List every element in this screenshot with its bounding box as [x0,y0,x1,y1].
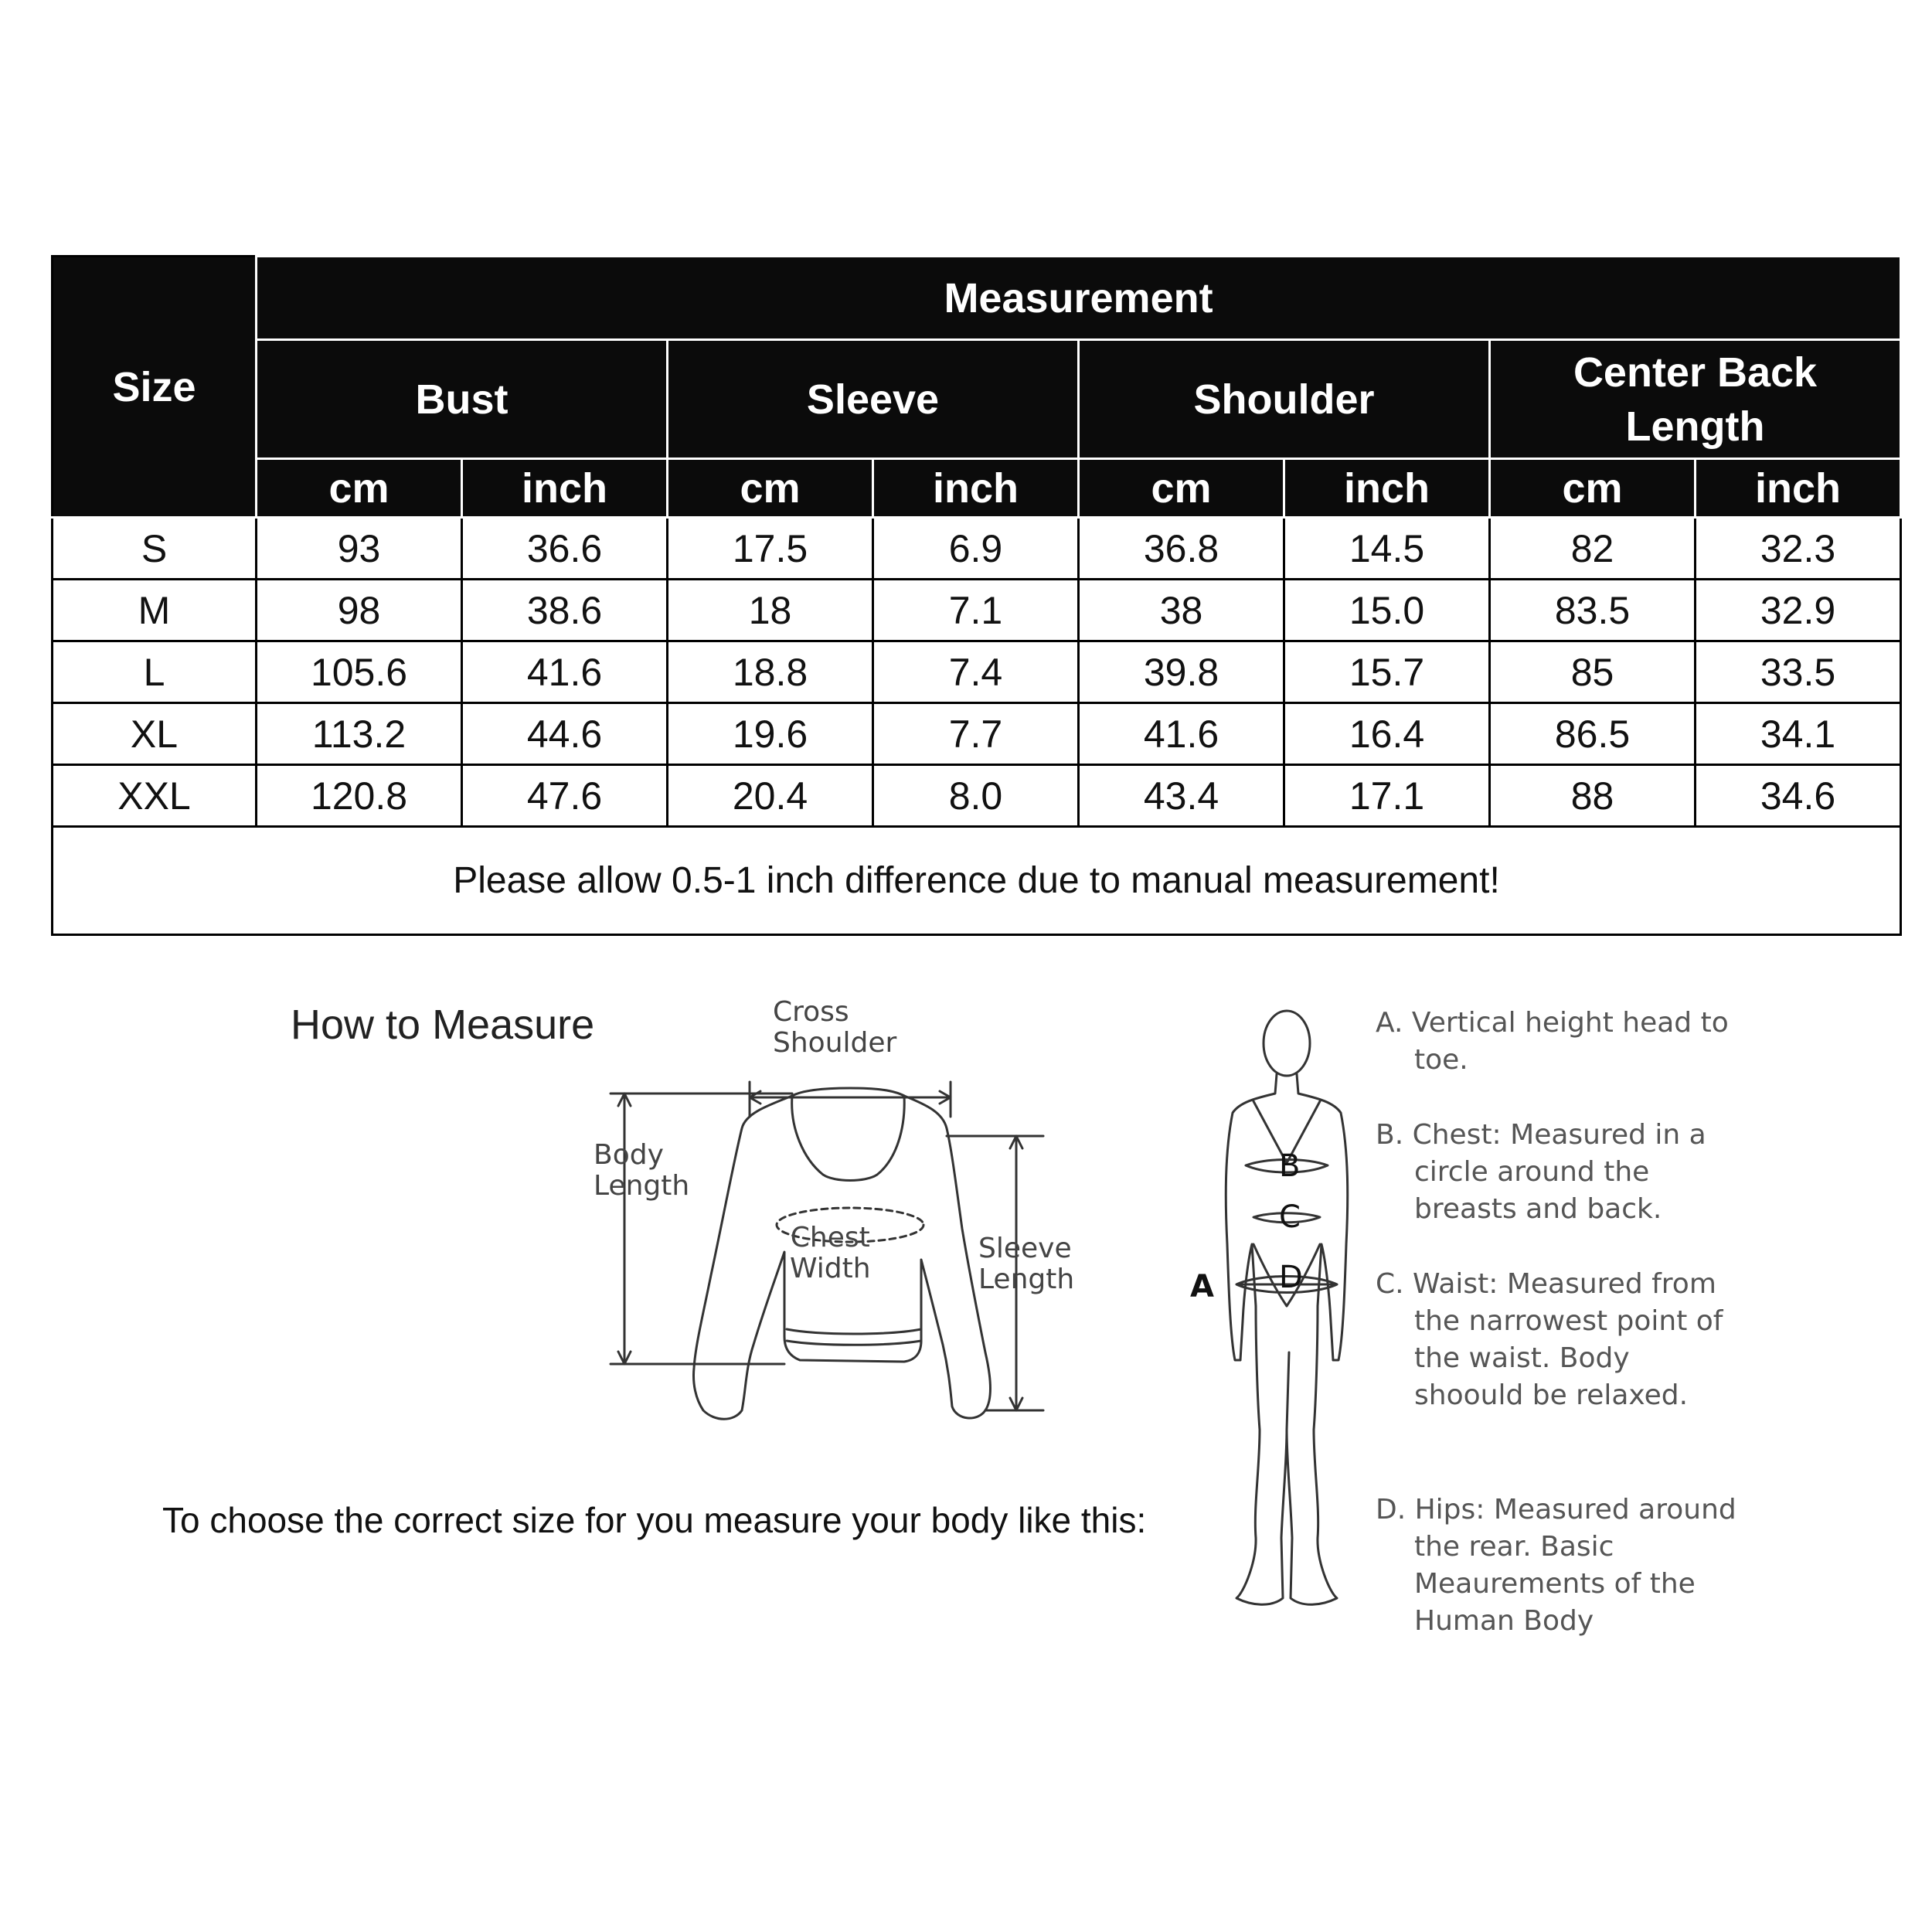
size-cell: XXL [53,765,257,827]
table-cell: 82 [1490,518,1696,580]
table-cell: 93 [257,518,462,580]
table-cell: 20.4 [668,765,873,827]
size-chart-table [51,255,1902,936]
measure-legend-c: C. Waist: Measured from the narrowest point of the waist. Body shoould be relaxed. [1376,1268,1723,1411]
sleeve-header: Sleeve [668,340,1079,459]
table-cell: 7.1 [873,580,1079,641]
table-cell: 15.0 [1284,580,1490,641]
head-outline [1264,1011,1310,1076]
table-cell: 85 [1490,641,1696,703]
table-cell: 86.5 [1490,703,1696,765]
unit-header: cm [1490,459,1696,518]
center-back-length-header: Center Back Length [1490,340,1901,459]
table-cell: 83.5 [1490,580,1696,641]
table-cell: 34.6 [1696,765,1901,827]
measure-legend-b: B. Chest: Measured in a circle around the breasts and back. [1376,1119,1706,1225]
chest-width-label: Chest Width [790,1222,871,1284]
table-row [53,765,1901,827]
table-cell: 44.6 [462,703,668,765]
table-cell: 36.6 [462,518,668,580]
table-cell: 105.6 [257,641,462,703]
size-cell: M [53,580,257,641]
unit-header: inch [462,459,668,518]
size-cell: S [53,518,257,580]
bust-header: Bust [257,340,668,459]
table-cell: 19.6 [668,703,873,765]
table-cell: 41.6 [462,641,668,703]
table-cell: 98 [257,580,462,641]
table-cell: 43.4 [1079,765,1284,827]
size-cell: L [53,641,257,703]
table-cell: 16.4 [1284,703,1490,765]
body-label-b: B [1279,1148,1301,1184]
unit-header: inch [873,459,1079,518]
table-row [53,703,1901,765]
shoulder-header: Shoulder [1079,340,1490,459]
table-cell: 88 [1490,765,1696,827]
table-cell: 18 [668,580,873,641]
table-cell: 7.7 [873,703,1079,765]
table-cell: 32.3 [1696,518,1901,580]
cross-shoulder-label: Cross Shoulder [773,996,897,1059]
note-row [53,827,1901,935]
unit-header: cm [257,459,462,518]
measure-legend-a: A. Vertical height head to toe. [1376,1007,1729,1076]
table-cell: 120.8 [257,765,462,827]
table-cell: 41.6 [1079,703,1284,765]
table-cell: 18.8 [668,641,873,703]
table-cell: 17.5 [668,518,873,580]
table-cell: 36.8 [1079,518,1284,580]
body-figure-diagram [1182,997,1360,1615]
table-cell: 113.2 [257,703,462,765]
table-row [53,518,1901,580]
table-cell: 6.9 [873,518,1079,580]
table-cell: 8.0 [873,765,1079,827]
size-chart-body [53,518,1901,935]
table-cell: 39.8 [1079,641,1284,703]
table-cell: 17.1 [1284,765,1490,827]
unit-header: inch [1696,459,1901,518]
size-chart-header [53,257,1901,518]
table-cell: 34.1 [1696,703,1901,765]
table-cell: 14.5 [1284,518,1490,580]
table-cell: 38.6 [462,580,668,641]
body-label-a: A [1190,1269,1214,1304]
body-length-label: Body Length [594,1139,690,1202]
body-label-d: D [1279,1260,1303,1295]
size-cell: XL [53,703,257,765]
choose-size-instruction: To choose the correct size for you measure your body like this: [162,1500,1147,1540]
table-cell: 32.9 [1696,580,1901,641]
table-row [53,580,1901,641]
sleeve-length-label: Sleeve Length [978,1233,1075,1295]
table-cell: 15.7 [1284,641,1490,703]
table-cell: 7.4 [873,641,1079,703]
measure-legend-d: D. Hips: Measured around the rear. Basic Meaurements of the Human Body [1376,1494,1736,1637]
table-cell: 33.5 [1696,641,1901,703]
table-cell: 38 [1079,580,1284,641]
table-row [53,641,1901,703]
how-to-measure-title: How to Measure [291,1002,595,1048]
unit-header: cm [1079,459,1284,518]
table-cell: 47.6 [462,765,668,827]
unit-header: inch [1284,459,1490,518]
body-label-c: C [1279,1199,1301,1235]
unit-header: cm [668,459,873,518]
size-column-header: Size [53,257,257,518]
measurement-note: Please allow 0.5-1 inch difference due to manual measurement! [53,827,1901,935]
sweater-collar [792,1088,904,1096]
measurement-header: Measurement [257,257,1901,340]
